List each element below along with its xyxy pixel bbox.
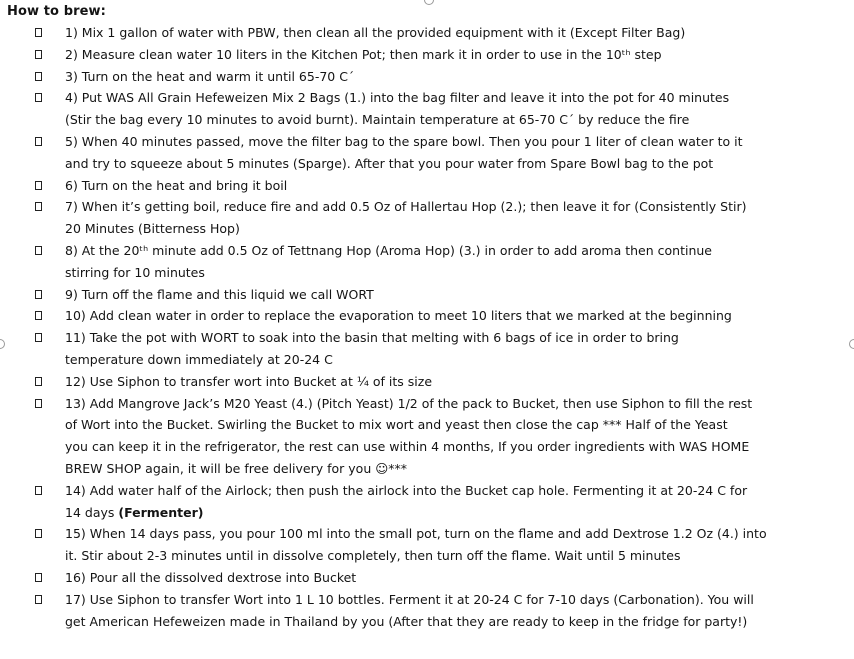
brew-step-1 [0, 22, 854, 44]
step-text-line: get American Hefeweizen made in Thailand by you (After that they are ready to keep in the fridge for party!) [65, 613, 748, 629]
checkbox-icon[interactable] [35, 202, 42, 211]
page-heading: How to brew: [7, 4, 106, 19]
step-text-line: 4) Put WAS All Grain Hefeweizen Mix 2 Bags (1.) into the bag filter and leave it into the pot for 40 minutes [65, 90, 730, 106]
step-text-line: 2) Measure clean water 10 liters in the Kitchen Pot; then mark it in order to use in the 10ᵗʰ step [65, 46, 662, 62]
brew-step-5 [0, 131, 854, 175]
checkbox-icon[interactable] [35, 377, 42, 386]
step-text-line: 14 days (Fermenter) [65, 504, 204, 520]
step-text-line: of Wort into the Bucket. Swirling the Bucket to mix wort and yeast then close the cap *** Half of the Yeast [65, 417, 728, 433]
checkbox-icon[interactable] [35, 93, 42, 102]
brew-step-3 [0, 66, 854, 88]
step-text-line: (Stir the bag every 10 minutes to avoid burnt). Maintain temperature at 65-70 C´ by reduce the fire [65, 112, 690, 128]
brew-step-2 [0, 44, 854, 66]
brew-step-17 [0, 589, 854, 633]
brew-step-7 [0, 196, 854, 240]
checkbox-icon[interactable] [35, 28, 42, 37]
checkbox-icon[interactable] [35, 595, 42, 604]
checkbox-icon[interactable] [35, 246, 42, 255]
step-text-line: 20 Minutes (Bitterness Hop) [65, 221, 240, 237]
resize-handle-top[interactable] [424, 0, 434, 5]
brew-step-14 [0, 480, 854, 524]
checkbox-icon[interactable] [35, 529, 42, 538]
step-text-line: 14) Add water half of the Airlock; then push the airlock into the Bucket cap hole. Fermenting it at 20-24 C for [65, 482, 748, 498]
checkbox-icon[interactable] [35, 486, 42, 495]
brew-step-9 [0, 284, 854, 306]
step-text-line: 7) When it’s getting boil, reduce fire and add 0.5 Oz of Hallertau Hop (2.); then leave it for (Consistently Stir) [65, 199, 747, 215]
checkbox-icon[interactable] [35, 573, 42, 582]
brew-step-6 [0, 175, 854, 197]
brew-step-10 [0, 305, 854, 327]
step-text-line: 5) When 40 minutes passed, move the filter bag to the spare bowl. Then you pour 1 liter of clean water to it [65, 133, 743, 149]
step-text-line: and try to squeeze about 5 minutes (Sparge). After that you pour water from Spare Bowl bag to the pot [65, 155, 714, 171]
step-text-line: stirring for 10 minutes [65, 264, 205, 280]
checkbox-icon[interactable] [35, 399, 42, 408]
checkbox-icon[interactable] [35, 72, 42, 81]
step-emphasis: (Fermenter) [118, 504, 204, 520]
step-text-line: 16) Pour all the dissolved dextrose into Bucket [65, 569, 357, 585]
checkbox-icon[interactable] [35, 181, 42, 190]
brew-steps-list [0, 22, 854, 632]
step-text-line: BREW SHOP again, it will be free delivery for you ☺*** [65, 460, 408, 476]
step-text-line: 13) Add Mangrove Jack’s M20 Yeast (4.) (Pitch Yeast) 1/2 of the pack to Bucket, then use Siphon to fill the rest [65, 395, 753, 411]
checkbox-icon[interactable] [35, 50, 42, 59]
brew-step-12 [0, 371, 854, 393]
brew-step-13 [0, 393, 854, 480]
brew-step-15 [0, 523, 854, 567]
checkbox-icon[interactable] [35, 137, 42, 146]
checkbox-icon[interactable] [35, 311, 42, 320]
step-text-line: 10) Add clean water in order to replace the evaporation to meet 10 liters that we marked at the beginning [65, 308, 732, 324]
step-text-line: 17) Use Siphon to transfer Wort into 1 L 10 bottles. Ferment it at 20-24 C for 7-10 days (Carbonation). You will [65, 591, 754, 607]
brew-step-8 [0, 240, 854, 284]
brew-step-16 [0, 567, 854, 589]
step-text-line: 1) Mix 1 gallon of water with PBW, then clean all the provided equipment with it (Except Filter Bag) [65, 25, 686, 40]
step-text-line: temperature down immediately at 20-24 C [65, 351, 333, 367]
step-text-line: 12) Use Siphon to transfer wort into Bucket at ¼ of its size [65, 373, 433, 389]
brew-step-4 [0, 87, 854, 131]
step-text-line: 15) When 14 days pass, you pour 100 ml into the small pot, turn on the flame and add Dextrose 1.2 Oz (4.) into [65, 526, 767, 542]
step-text-line: 8) At the 20ᵗʰ minute add 0.5 Oz of Tettnang Hop (Aroma Hop) (3.) in order to add aroma then continue [65, 242, 712, 258]
step-text-line: 6) Turn on the heat and bring it boil [65, 177, 288, 193]
checkbox-icon[interactable] [35, 290, 42, 299]
step-text-line: 11) Take the pot with WORT to soak into the basin that melting with 6 bags of ice in order to bring [65, 330, 679, 346]
step-text-line: it. Stir about 2-3 minutes until in dissolve completely, then turn off the flame. Wait until 5 minutes [65, 548, 681, 564]
step-text-line: 3) Turn on the heat and warm it until 65-70 C´ [65, 68, 355, 84]
step-text-line: you can keep it in the refrigerator, the rest can use within 4 months, If you order ingredients with WAS HOME [65, 439, 750, 455]
checkbox-icon[interactable] [35, 333, 42, 342]
step-text-line: 9) Turn off the flame and this liquid we call WORT [65, 286, 374, 302]
brew-step-11 [0, 327, 854, 371]
